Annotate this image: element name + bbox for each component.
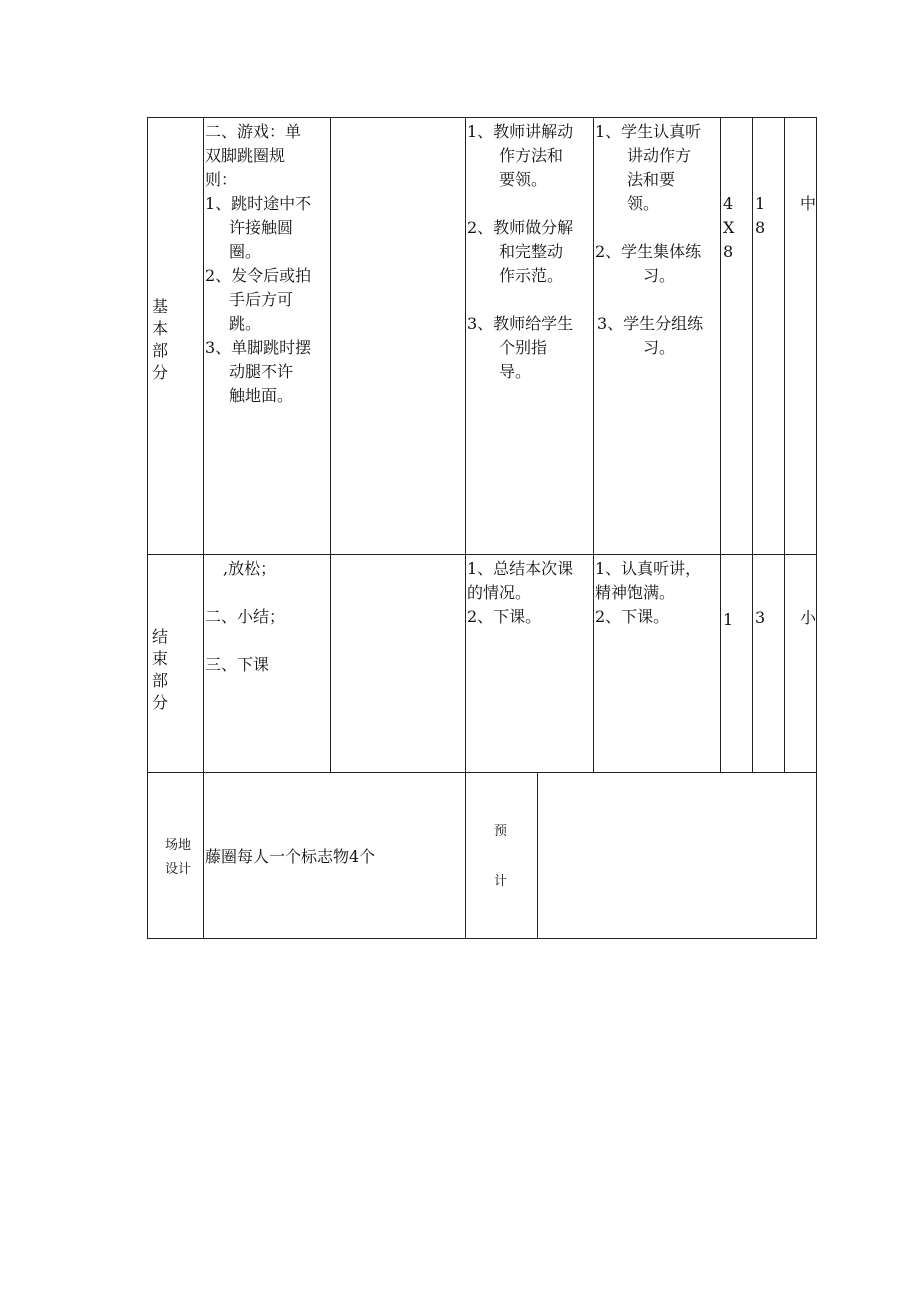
- basic-count: [723, 192, 734, 264]
- basic-content: [205, 120, 311, 408]
- column-divider-time: [784, 117, 785, 773]
- basic-student-activity: [595, 120, 703, 360]
- basic-content-line: 二、游戏：单: [205, 122, 302, 141]
- basic-content-line: 手后方可: [229, 290, 294, 309]
- ending-count: 1: [723, 610, 734, 629]
- ending-content-line: 三、下课: [205, 655, 270, 674]
- table-border-bottom: [147, 938, 817, 939]
- ending-student-line: 1、认真听讲，: [595, 559, 702, 578]
- basic-teacher-activity: [467, 120, 573, 384]
- basic-content-line: 3、单脚跳时摆: [205, 338, 312, 357]
- basic-count-char: 4: [723, 194, 734, 213]
- basic-teacher-line: 作方法和: [499, 146, 564, 165]
- basic-count-char: X: [723, 218, 735, 237]
- basic-count-char: 8: [723, 242, 734, 261]
- ending-teacher-activity: [467, 557, 573, 629]
- estimate-label-top: 预: [494, 824, 508, 839]
- basic-content-line: 双脚跳圈规: [205, 146, 286, 165]
- column-divider-student: [720, 117, 721, 773]
- venue-description: 藤圈每人一个标志物4个: [205, 847, 376, 866]
- column-divider-label: [203, 117, 204, 939]
- basic-content-line: 跳。: [229, 314, 262, 333]
- column-divider-blank: [465, 117, 466, 773]
- basic-time-char: 1: [755, 194, 766, 213]
- ending-student-line: 2、下课。: [595, 607, 670, 626]
- column-divider-count: [752, 117, 753, 773]
- basic-load: 中: [800, 194, 817, 213]
- basic-content-line: 则：: [205, 170, 238, 189]
- table-border-top: [147, 117, 817, 118]
- basic-time: [755, 192, 765, 240]
- ending-time: 3: [755, 608, 766, 627]
- ending-section-label: 结束部分: [151, 627, 168, 712]
- row-divider-2: [147, 772, 817, 773]
- basic-teacher-line: 3、教师给学生: [467, 314, 574, 333]
- basic-teacher-line: 1、教师讲解动: [467, 122, 574, 141]
- basic-student-line: 讲动作方: [627, 146, 692, 165]
- ending-content-line: 二、小结；: [205, 607, 286, 626]
- venue-label-line: 设计: [165, 862, 192, 877]
- venue-label-line: 场地: [165, 838, 192, 853]
- basic-content-line: 动腿不许: [229, 362, 294, 381]
- ending-content: [205, 557, 285, 677]
- basic-student-line: 习。: [643, 338, 676, 357]
- basic-student-line: 领。: [627, 194, 660, 213]
- basic-teacher-line: 和完整动: [499, 242, 564, 261]
- basic-student-line: 3、学生分组练: [597, 314, 704, 333]
- ending-content-line: ,放松；: [223, 559, 277, 578]
- venue-label: [165, 834, 191, 882]
- basic-content-line: 2、发令后或拍: [205, 266, 312, 285]
- basic-student-line: 2、学生集体练: [595, 242, 702, 261]
- basic-section-label: 基本部分: [151, 297, 168, 382]
- basic-student-line: 法和要: [627, 170, 676, 189]
- basic-teacher-line: 作示范。: [499, 266, 564, 285]
- basic-time-char: 8: [755, 218, 766, 237]
- ending-student-line: 精神饱满。: [595, 583, 676, 602]
- ending-teacher-line: 1、总结本次课: [467, 559, 574, 578]
- basic-teacher-line: 2、教师做分解: [467, 218, 574, 237]
- column-divider-content: [330, 117, 331, 773]
- basic-teacher-line: 要领。: [499, 170, 548, 189]
- basic-teacher-line: 导。: [499, 362, 532, 381]
- ending-teacher-line: 的情况。: [467, 583, 532, 602]
- basic-student-line: 1、学生认真听: [595, 122, 702, 141]
- basic-content-line: 触地面。: [229, 386, 294, 405]
- basic-content-line: 许接触圆: [229, 218, 294, 237]
- estimate-label-bottom: 计: [494, 874, 508, 889]
- ending-teacher-line: 2、下课。: [467, 607, 542, 626]
- basic-content-line: 圈。: [229, 242, 262, 261]
- ending-load: 小: [800, 608, 817, 627]
- basic-student-line: 习。: [643, 266, 676, 285]
- basic-teacher-line: 个别指: [499, 338, 548, 357]
- venue-divider-1: [465, 772, 466, 939]
- ending-student-activity: [595, 557, 701, 629]
- column-divider-teacher: [593, 117, 594, 773]
- venue-divider-2: [537, 772, 538, 939]
- row-divider-1: [147, 554, 817, 555]
- table-border-right: [816, 117, 817, 939]
- basic-content-line: 1、跳时途中不: [205, 194, 312, 213]
- table-border-left: [147, 117, 148, 939]
